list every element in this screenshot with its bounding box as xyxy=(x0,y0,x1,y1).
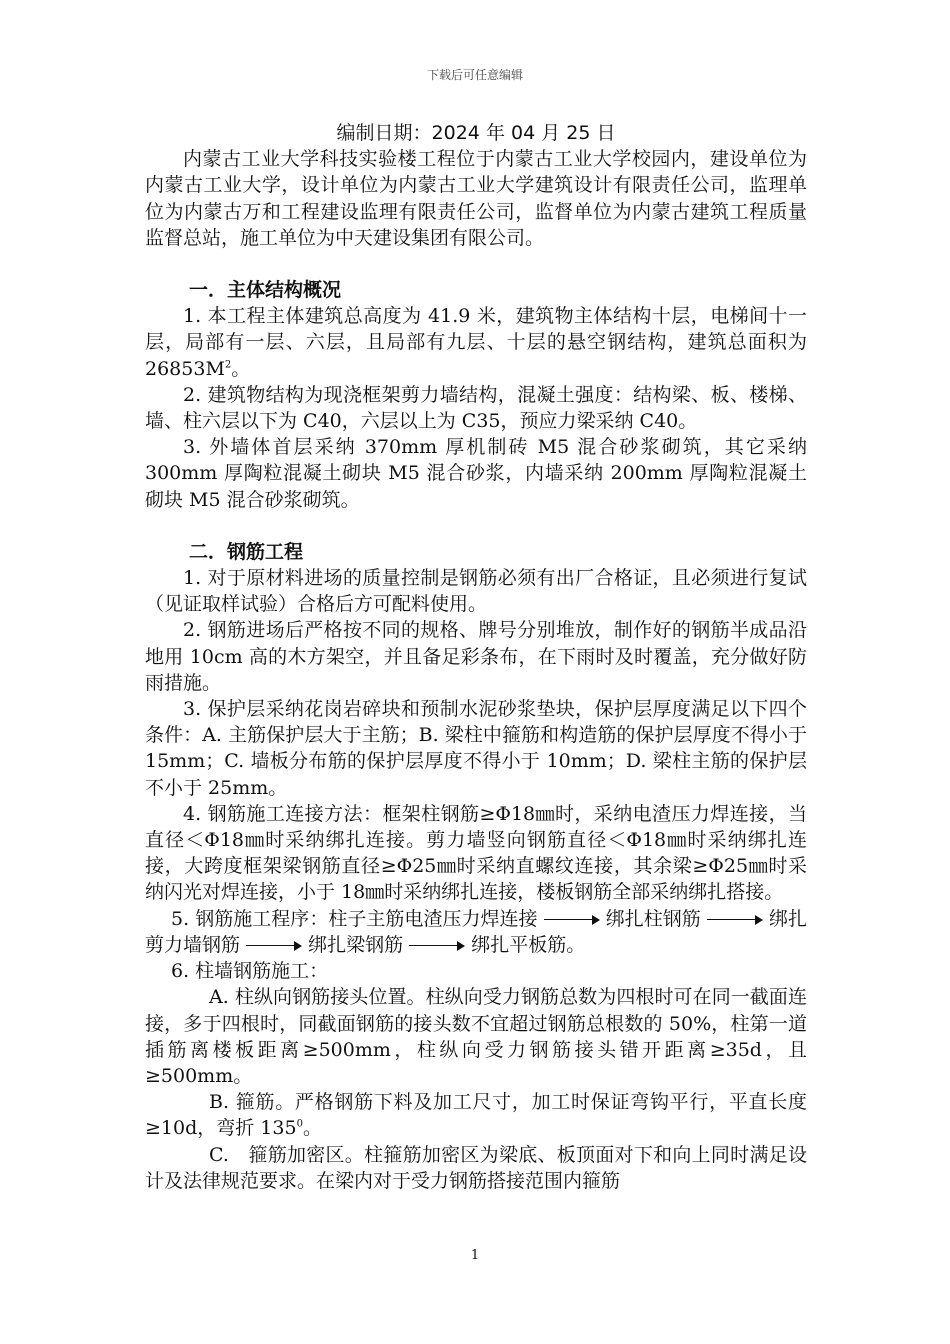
rebar-item-a: A. 柱纵向钢筋接头位置。柱纵向受力钢筋总数为四根时可在同一截面连接，多于四根时，同截面钢筋的接头数不宜超过钢筋总根数的 50%，柱第一道插筋离楼板距离≥500mm，柱纵向受力钢筋接头错开距离≥35d，且≥500mm。 xyxy=(145,986,807,1087)
procedure-step-2: 绑扎柱钢筋 xyxy=(605,907,701,930)
page-number: 1 xyxy=(470,1248,480,1263)
arrow-right-icon xyxy=(707,915,763,925)
procedure-step-5: 绑扎平板筋。 xyxy=(471,933,586,956)
structure-p1-end: 。 xyxy=(231,357,251,380)
rebar-paragraph-1: 1. 对于原材料进场的质量控制是钢筋必须有出厂合格证，且必须进行复试（见证取样试验）合格后方可配料使用。 xyxy=(145,567,807,616)
structure-paragraph-1 xyxy=(145,303,807,382)
date-line: 编制日期：2024 年 04 月 25 日 xyxy=(336,122,616,144)
structure-paragraph-2: 2. 建筑物结构为现浇框架剪力墙结构，混凝土强度：结构梁、板、楼梯、墙、柱六层以下为 C40，六层以上为 C35，预应力梁采纳 C40。 xyxy=(145,383,807,433)
structure-paragraph-3: 3. 外墙体首层采纳 370mm 厚机制砖 M5 混合砂浆砌筑，其它采纳 300mm 厚陶粒混凝土砌块 M5 混合砂浆，内墙采纳 200mm 厚陶粒混凝土砌块 M5 混合砂浆砌筑。 xyxy=(145,436,807,511)
rebar-item-b-end: 。 xyxy=(302,1117,322,1140)
structure-p1-text: 1. 本工程主体建筑总高度为 41.9 米，建筑物主体结构十层，电梯间十一层，局部有一层、六层，且局部有九层、十层的悬空钢结构，建筑总面积为 26853M xyxy=(145,305,807,380)
arrow-right-icon xyxy=(544,915,600,925)
rebar-item-b-text: B. 箍筋。严格钢筋下料及加工尺寸，加工时保证弯钩平行，平直长度≥10d，弯折 135 xyxy=(145,1091,807,1140)
rebar-paragraph-2: 2. 钢筋进场后严格按不同的规格、牌号分别堆放，制作好的钢筋半成品沿地用 10cm 高的木方架空，并且备足彩条布，在下雨时及时覆盖，充分做好防雨措施。 xyxy=(145,619,807,694)
superscript: 2 xyxy=(224,359,232,371)
arrow-right-icon xyxy=(246,941,302,951)
rebar-paragraph-5 xyxy=(145,906,807,958)
rebar-paragraph-6: 6. 柱墙钢筋施工： xyxy=(171,960,329,983)
intro-paragraph: 内蒙古工业大学科技实验楼工程位于内蒙古工业大学校园内，建设单位为内蒙古工业大学，设计单位为内蒙古工业大学建筑设计有限责任公司，监理单位为内蒙古万和工程建设监理有限责任公司，监督单位为内蒙古建筑工程质量监督总站，施工单位为中天建设集团有限公司。 xyxy=(145,148,807,249)
procedure-step-3: 绑扎剪力墙钢筋 xyxy=(145,907,807,956)
procedure-step-4: 绑扎梁钢筋 xyxy=(308,933,404,956)
section-heading-structure: 一．主体结构概况 xyxy=(189,279,342,302)
arrow-right-icon xyxy=(409,941,465,951)
procedure-step-1: 5. 钢筋施工程序：柱子主筋电渣压力焊连接 xyxy=(171,907,538,930)
rebar-item-c: C. 箍筋加密区。柱箍筋加密区为梁底、板顶面对下和向上同时满足设计及法律规范要求。在梁内对于受力钢筋搭接范围内箍筋 xyxy=(145,1143,807,1192)
rebar-item-b xyxy=(145,1089,807,1141)
rebar-paragraph-4: 4. 钢筋施工连接方法：框架柱钢筋≥Φ18㎜时，采纳电渣压力焊连接，当直径＜Φ18㎜时采纳绑扎连接。剪力墙竖向钢筋直径＜Φ18㎜时采纳绑扎连接，大跨度框架梁钢筋直径≥Φ25㎜时采纳直螺纹连接，其余梁≥Φ25㎜时采纳闪光对焊连接，小于 18㎜时采纳绑扎连接，楼板钢筋全部采纳绑扎搭接。 xyxy=(145,802,807,904)
page-header: 下载后可任意编辑 xyxy=(426,68,523,82)
rebar-paragraph-3: 3. 保护层采纳花岗岩碎块和预制水泥砂浆垫块，保护层厚度满足以下四个条件：A. 主筋保护层大于主筋；B. 梁柱中箍筋和构造筋的保护层厚度不得小于 15mm；C. 墙板分布筋的保护层厚度不得小于 10mm；D. 梁柱主筋的保护层不小于 25mm。 xyxy=(145,698,807,799)
section-heading-rebar: 二．钢筋工程 xyxy=(189,540,304,563)
document-body xyxy=(145,120,807,1194)
superscript: 0 xyxy=(296,1118,303,1130)
